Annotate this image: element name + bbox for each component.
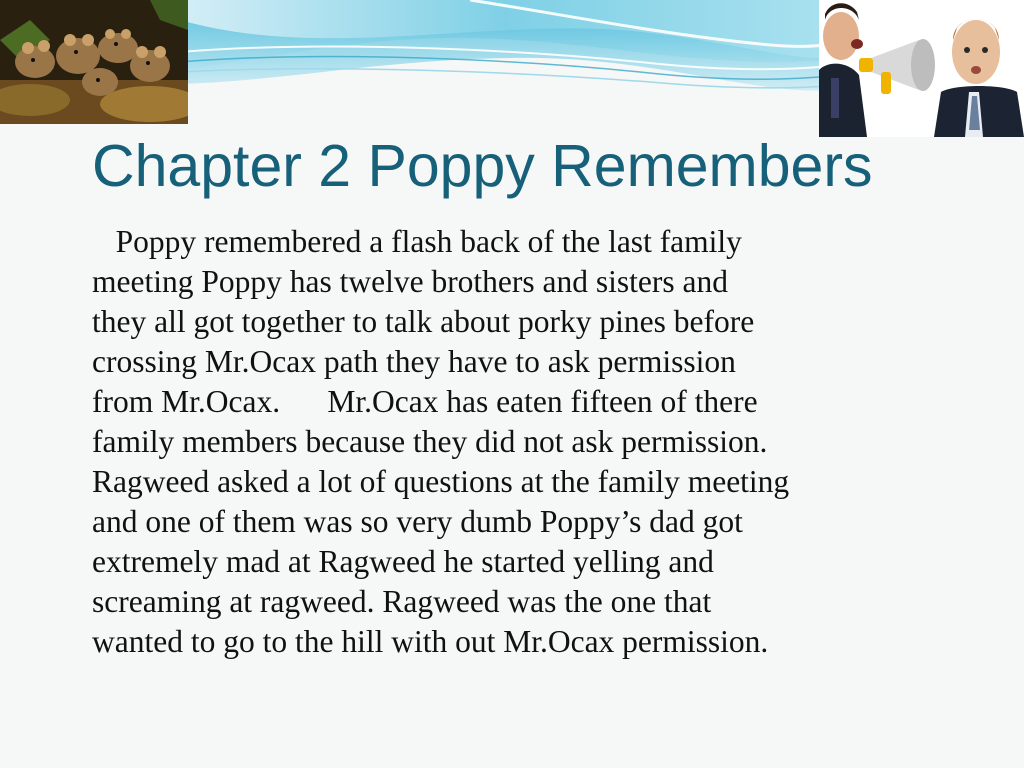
body-line: crossing Mr.Ocax path they have to ask permission: [92, 344, 736, 379]
body-line: meeting Poppy has twelve brothers and sisters and: [92, 264, 728, 299]
megaphone-image: [819, 0, 1024, 137]
slide-title: Chapter 2 Poppy Remembers: [92, 133, 873, 199]
megaphone-photo: [819, 0, 1024, 137]
body-line: Poppy remembered a flash back of the last family: [92, 224, 742, 259]
body-line: and one of them was so very dumb Poppy’s dad got: [92, 504, 743, 539]
mice-photo: [0, 0, 188, 124]
slide-body-text: [92, 222, 972, 662]
mice-image: [0, 0, 188, 124]
body-line: extremely mad at Ragweed he started yelling and: [92, 544, 714, 579]
body-line: wanted to go to the hill with out Mr.Ocax permission.: [92, 624, 769, 659]
body-line: family members because they did not ask permission.: [92, 424, 768, 459]
body-line: Ragweed asked a lot of questions at the family meeting: [92, 464, 790, 499]
body-line: from Mr.Ocax. Mr.Ocax has eaten fifteen of there: [92, 384, 758, 419]
body-line: they all got together to talk about porky pines before: [92, 304, 755, 339]
body-line: screaming at ragweed. Ragweed was the one that: [92, 584, 712, 619]
